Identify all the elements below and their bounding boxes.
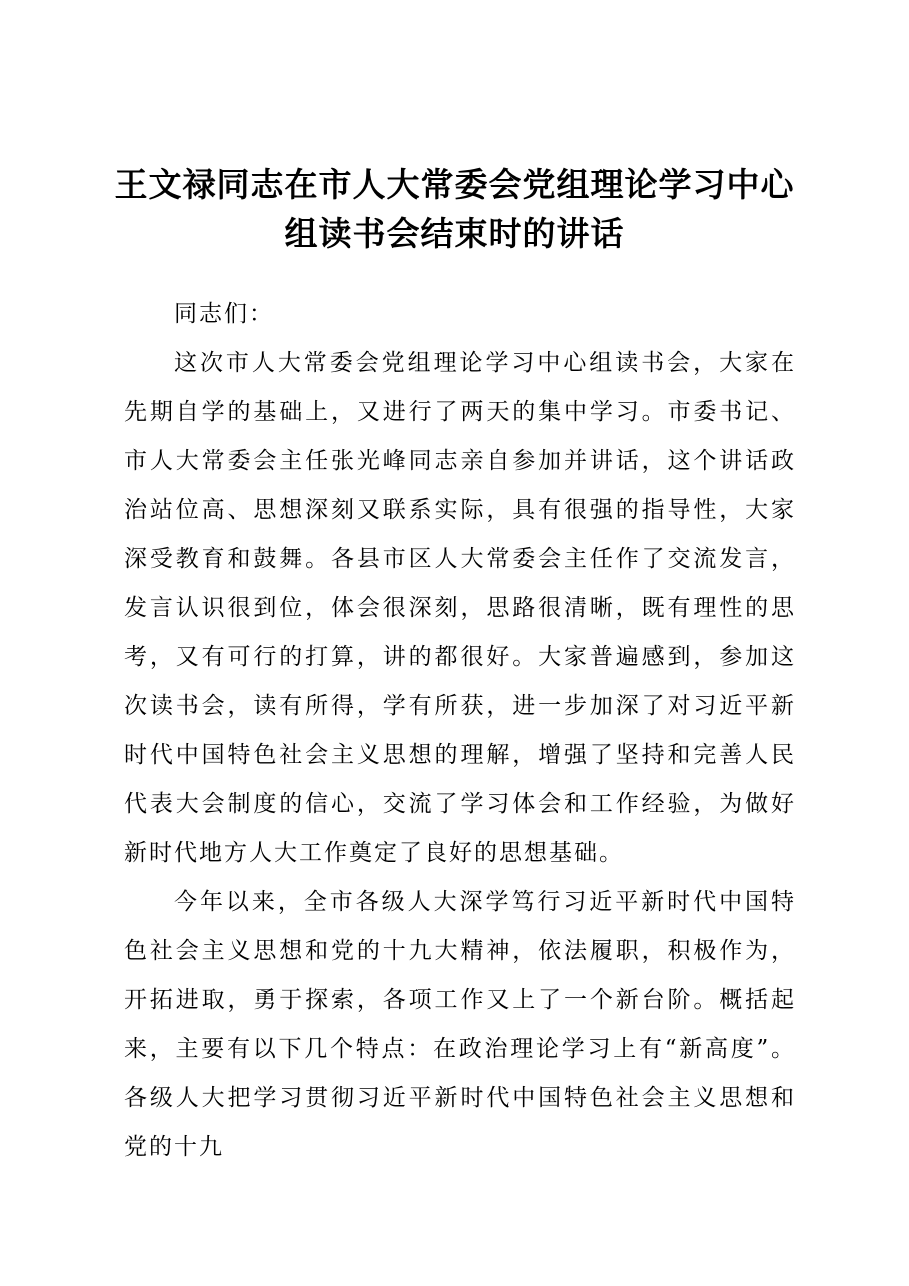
salutation: 同志们： [174,301,274,327]
title-line-2: 组读书会结束时的讲话 [284,214,625,253]
title-line-1: 王文禄同志在市人大常委会党组理论学习中心 [114,165,795,204]
document-body [124,290,796,1172]
document-title [110,160,799,258]
paragraph-2: 今年以来，全市各级人大深学笃行习近平新时代中国特色社会主义思想和党的十九大精神，依法履职，积极作为，开拓进取，勇于探索，各项工作又上了一个新台阶。概括起来，主要有以下几个特点：在政治理论学习上有“新高度”。各级人大把学习贯彻习近平新时代中国特色社会主义思想和党的十九 [124,889,796,1160]
paragraph-1: 这次市人大常委会党组理论学习中心组读书会，大家在先期自学的基础上，又进行了两天的集中学习。市委书记、市人大常委会主任张光峰同志亲自参加并讲话，这个讲话政治站位高、思想深刻又联系实际，具有很强的指导性，大家深受教育和鼓舞。各县市区人大常委会主任作了交流发言，发言认识很到位，体会很深刻，思路很清晰，既有理性的思考，又有可行的打算，讲的都很好。大家普遍感到，参加这次读书会，读有所得，学有所获，进一步加深了对习近平新时代中国特色社会主义思想的理解，增强了坚持和完善人民代表大会制度的信心，交流了学习体会和工作经验，为做好新时代地方人大工作奠定了良好的思想基础。 [124,350,796,866]
